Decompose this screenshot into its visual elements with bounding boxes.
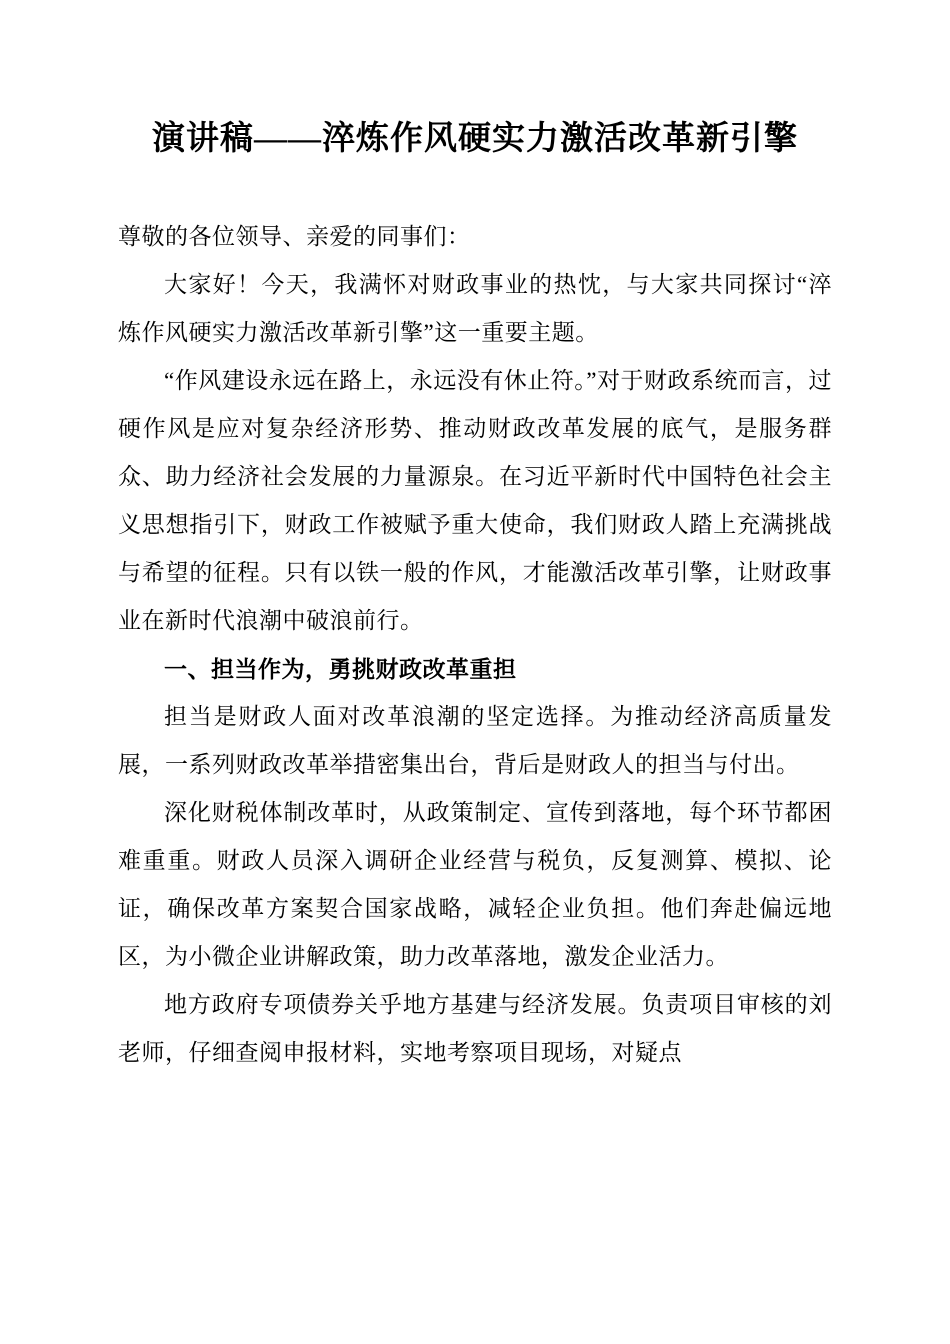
paragraph: 担当是财政人面对改革浪潮的坚定选择。为推动经济高质量发展，一系列财政改革举措密集出台，背后是财政人的担当与付出。 — [118, 703, 832, 777]
document-body — [118, 213, 832, 1077]
paragraph: “作风建设永远在路上，永远没有休止符。”对于财政系统而言，过硬作风是应对复杂经济形势、推动财政改革发展的底气，是服务群众、助力经济社会发展的力量源泉。在习近平新时代中国特色社会主义思想指引下，财政工作被赋予重大使命，我们财政人踏上充满挑战与希望的征程。只有以铁一般的作风，才能激活改革引擎，让财政事业在新时代浪潮中破浪前行。 — [118, 367, 832, 633]
paragraph: 大家好！今天，我满怀对财政事业的热忱，与大家共同探讨“淬炼作风硬实力激活改革新引擎”这一重要主题。 — [118, 271, 832, 345]
document-title: 演讲稿——淬炼作风硬实力激活改革新引擎 — [152, 121, 798, 157]
paragraph: 深化财税体制改革时，从政策制定、宣传到落地，每个环节都困难重重。财政人员深入调研企业经营与税负，反复测算、模拟、论证，确保改革方案契合国家战略，减轻企业负担。他们奔赴偏远地区，为小微企业讲解政策，助力改革落地，激发企业活力。 — [118, 799, 832, 969]
paragraph: 地方政府专项债券关乎地方基建与经济发展。负责项目审核的刘老师，仔细查阅申报材料，实地考察项目现场，对疑点 — [118, 991, 832, 1065]
section-heading: 一、担当作为，勇挑财政改革重担 — [164, 655, 517, 682]
paragraph: 尊敬的各位领导、亲爱的同事们： — [118, 223, 471, 249]
